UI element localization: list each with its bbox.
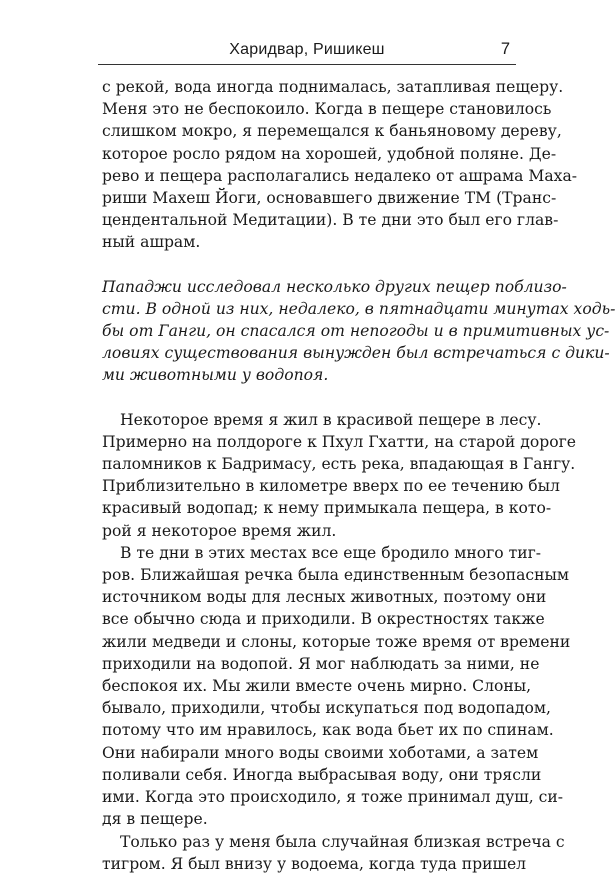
text-line: приходили на водопой. Я мог наблюдать за ними, не xyxy=(102,654,540,673)
text-line: Только раз у меня была случайная близкая встреча с xyxy=(120,832,565,851)
text-line: цендентальной Медитации). В те дни это был его глав- xyxy=(102,211,559,230)
text-line: жили медведи и слоны, которые тоже время от времени xyxy=(102,632,571,651)
body-text xyxy=(102,76,615,875)
editorial-note xyxy=(102,276,615,387)
text-line: Приблизительно в километре вверх по ее течению был xyxy=(102,477,560,496)
running-header xyxy=(98,38,516,65)
text-line: сти. В одной из них, недалеко, в пятнадцати минутах ходь- xyxy=(102,299,615,318)
text-line: Меня это не беспокоило. Когда в пещере становилось xyxy=(102,100,552,119)
text-line: бы от Ганги, он спасался от непогоды и в примитивных ус- xyxy=(102,322,610,341)
text-line: риши Махеш Йоги, основавшего движение ТМ (Транс- xyxy=(102,189,557,208)
text-line: рой я некоторое время жил. xyxy=(102,521,337,540)
text-line: паломников к Бадримасу, есть река, впадающая в Гангу. xyxy=(102,455,576,474)
text-line: ловиях существования вынужден был встречаться с дики- xyxy=(102,344,610,363)
paragraph xyxy=(102,831,565,875)
text-line: Пападжи исследовал несколько других пещер поблизо- xyxy=(102,277,567,296)
text-line: ими. Когда это происходило, я тоже принимал душ, си- xyxy=(102,788,564,807)
text-line: все обычно сюда и приходили. В окрестностях также xyxy=(102,610,545,629)
text-line: дя в пещере. xyxy=(102,810,208,829)
text-line: поливали себя. Иногда выбрасывая воду, они трясли xyxy=(102,765,542,784)
text-line: рево и пещера располагались недалеко от ашрама Маха- xyxy=(102,166,578,185)
text-line: источником воды для лесных животных, поэтому они xyxy=(102,588,547,607)
text-line: ный ашрам. xyxy=(102,233,201,252)
text-line: потому что им нравилось, как вода бьет их по спинам. xyxy=(102,721,554,740)
page-number: 7 xyxy=(500,40,510,58)
text-line: с рекой, вода иногда поднималась, затапливая пещеру. xyxy=(102,78,564,96)
text-line: Они набирали много воды своими хоботами, а затем xyxy=(102,743,539,762)
text-line: бывало, приходили, чтобы искупаться под водопадом, xyxy=(102,699,551,718)
paragraph xyxy=(102,409,576,542)
text-line: беспокоя их. Мы жили вместе очень мирно. Слоны, xyxy=(102,677,532,696)
text-line: которое росло рядом на хорошей, удобной поляне. Де- xyxy=(102,144,557,163)
text-line: красивый водопад; к нему примыкала пещера, в кото- xyxy=(102,499,552,518)
text-line: тигром. Я был внизу у водоема, когда туда пришел xyxy=(102,854,527,873)
text-line: слишком мокро, я перемещался к баньяновому дереву, xyxy=(102,122,562,141)
text-line: ров. Ближайшая речка была единственным безопасным xyxy=(102,566,570,585)
paragraph-spacer xyxy=(102,254,509,276)
running-title: Харидвар, Ришикеш xyxy=(229,41,385,58)
text-line: Некоторое время я жил в красивой пещере в лесу. xyxy=(120,410,542,429)
paragraph xyxy=(102,76,578,254)
text-line: В те дни в этих местах все еще бродило много тиг- xyxy=(120,543,542,562)
paragraph xyxy=(102,542,571,831)
text-line: Примерно на полдороге к Пхул Гхатти, на старой дороге xyxy=(102,432,576,451)
text-line: ми животными у водопоя. xyxy=(102,366,329,385)
paragraph-spacer xyxy=(102,387,509,409)
